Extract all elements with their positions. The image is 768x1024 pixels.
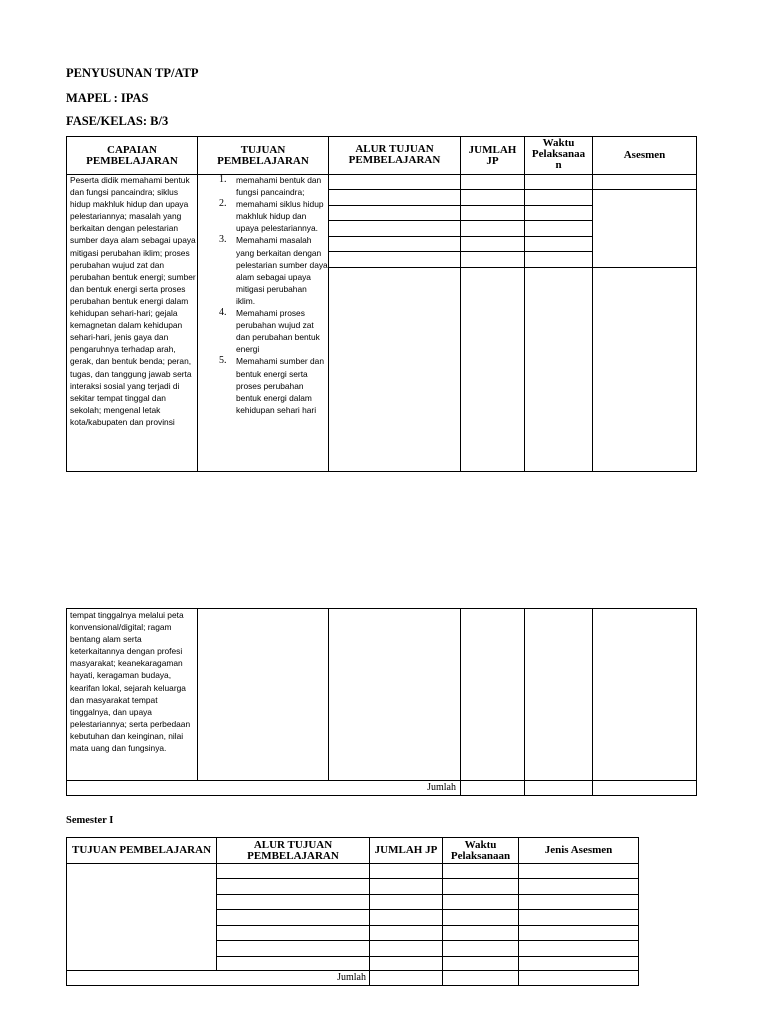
col-header-jumlah-jp: JUMLAH JP bbox=[468, 143, 517, 167]
tujuan-item: Memahami proses perubahan wujud zat dan perubahan bentuk energi bbox=[236, 308, 320, 355]
sem-col-jenis-asesmen: Jenis Asesmen bbox=[544, 844, 613, 856]
col-header-waktu: Waktu Pelaksanaa n bbox=[531, 137, 586, 171]
col-header-asesmen: Asesmen bbox=[623, 149, 666, 161]
sem-col-tujuan: TUJUAN PEMBELAJARAN bbox=[71, 844, 212, 856]
mapel-label: MAPEL : IPAS bbox=[66, 91, 149, 105]
sem-col-jumlah-jp: JUMLAH JP bbox=[374, 844, 438, 856]
tujuan-item: Memahami masalah yang berkaitan dengan pelestarian sumber daya alam sebagai upaya mitigasi perubahan iklim. bbox=[236, 235, 328, 306]
sem-jumlah-label: Jumlah bbox=[337, 972, 366, 983]
tujuan-item: Memahami sumber dan bentuk energi serta proses perubahan bentuk energi dalam kehidupan sehari hari bbox=[236, 356, 324, 415]
sem-col-alur: ALUR TUJUAN PEMBELAJARAN bbox=[247, 838, 339, 862]
tujuan-item: memahami siklus hidup makhluk hidup dan upaya pelestariannya. bbox=[236, 199, 324, 234]
fase-kelas-label: FASE/KELAS: B/3 bbox=[66, 114, 169, 128]
capaian-text-continued: tempat tinggalnya melalui peta konvensional/digital; ragam bentang alam serta keterkaitannya dengan profesi masyarakat; keanekaragaman hayati, keragaman budaya, kearifan lokal, sejarah keluarga dan masyarakat tempat tinggalnya, dan upaya pelestariannya; serta perbedaan kebutuhan dan keinginan, nilai mata uang dan fungsinya. bbox=[70, 610, 191, 754]
capaian-text: Peserta didik memahami bentuk dan fungsi pancaindra; siklus hidup makhluk hidup dan upaya pelestariannya; masalah yang berkaitan dengan pelestarian sumber daya alam sebagai upaya mitigasi perubahan iklim; proses perubahan wujud zat dan perubahan bentuk energi; sumber dan bentuk energi serta proses perubahan bentuk energi dalam kehidupan sehari-hari; gejala kemagnetan dalam kehidupan sehari-hari, jenis gaya dan pengaruhnya terhadap arah, gerak, dan bentuk benda; peran, tugas, dan tanggung jawab serta interaksi sosial yang terjadi di sekitar tempat tinggal dan sekolah; mengenal letak kota/kabupaten dan provinsi bbox=[70, 175, 196, 427]
tujuan-list bbox=[198, 174, 328, 416]
col-header-capaian: CAPAIAN PEMBELAJARAN bbox=[86, 143, 178, 167]
semester-label: Semester I bbox=[66, 815, 114, 826]
jumlah-label: Jumlah bbox=[427, 782, 456, 793]
col-header-alur: ALUR TUJUAN PEMBELAJARAN bbox=[348, 142, 441, 166]
col-header-tujuan: TUJUAN PEMBELAJARAN bbox=[217, 143, 309, 167]
sem-col-waktu: Waktu Pelaksanaan bbox=[450, 838, 511, 862]
tujuan-item: memahami bentuk dan fungsi pancaindra; bbox=[236, 175, 322, 198]
doc-title: PENYUSUNAN TP/ATP bbox=[66, 66, 199, 80]
